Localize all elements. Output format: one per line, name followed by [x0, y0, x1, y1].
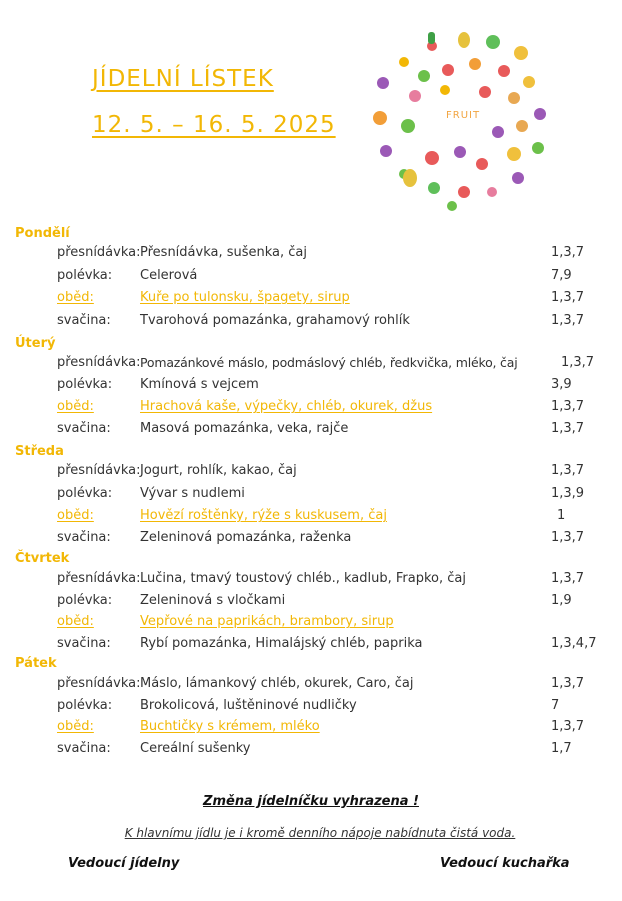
meal-row [0, 698, 622, 718]
meal-allergens: 1,3,7 [551, 463, 585, 478]
day-wednesday: Středa [15, 444, 64, 459]
meal-allergens: 1,3,4,7 [551, 636, 597, 651]
meal-label: přesnídávka: [57, 245, 141, 260]
meal-allergens: 1,3,7 [551, 245, 585, 260]
meal-allergens: 1,3,9 [551, 486, 585, 501]
meal-label: oběd: [57, 719, 94, 734]
meal-row [0, 313, 622, 333]
meal-dish: Brokolicová, luštěninové nudličky [140, 698, 357, 713]
meal-allergens: 1,3,7 [551, 421, 585, 436]
meal-dish: Tvarohová pomazánka, grahamový rohlík [140, 313, 410, 328]
meal-allergens: 1,3,7 [551, 399, 585, 414]
meal-label: polévka: [57, 486, 113, 501]
meal-dish: Pomazánkové máslo, podmáslový chléb, ředkvička, mléko, čaj [140, 355, 518, 370]
meal-label: přesnídávka: [57, 463, 141, 478]
meal-allergens: 1,7 [551, 741, 572, 756]
meal-dish: Vepřové na paprikách, brambory, sirup [140, 614, 394, 629]
meal-row [0, 268, 622, 288]
meal-label: svačina: [57, 636, 111, 651]
meal-allergens: 7 [551, 698, 560, 713]
meal-label: polévka: [57, 268, 113, 283]
meal-label: přesnídávka: [57, 571, 141, 586]
meal-allergens: 1,3,7 [551, 290, 585, 305]
meal-allergens: 1,3,7 [551, 571, 585, 586]
meal-dish: Máslo, lámankový chléb, okurek, Caro, čaj [140, 676, 414, 691]
fruit-illustration [368, 26, 558, 216]
signature-canteen-head: Vedoucí jídelny [68, 856, 180, 871]
menu-title: JÍDELNÍ LÍSTEK [92, 66, 274, 92]
meal-row [0, 377, 622, 397]
meal-row [0, 676, 622, 696]
meal-allergens: 1,3,7 [551, 530, 585, 545]
meal-dish: Kuře po tulonsku, špagety, sirup [140, 290, 350, 305]
meal-row [0, 741, 622, 761]
meal-row [0, 355, 622, 375]
meal-dish: Kmínová s vejcem [140, 377, 259, 392]
day-monday: Pondělí [15, 226, 70, 241]
meal-dish: Celerová [140, 268, 198, 283]
meal-row [0, 530, 622, 550]
meal-allergens: 1,9 [551, 593, 572, 608]
meal-row-lunch [0, 614, 622, 634]
meal-allergens: 1 [557, 508, 566, 523]
meal-label: oběd: [57, 508, 94, 523]
meal-dish: Masová pomazánka, veka, rajče [140, 421, 349, 436]
meal-allergens: 3,9 [551, 377, 572, 392]
meal-label: přesnídávka: [57, 355, 141, 370]
meal-row [0, 636, 622, 656]
meal-dish: Zeleninová s vločkami [140, 593, 286, 608]
meal-label: svačina: [57, 741, 111, 756]
day-thursday: Čtvrtek [15, 551, 70, 566]
meal-label: přesnídávka: [57, 676, 141, 691]
meal-dish: Rybí pomazánka, Himalájský chléb, paprika [140, 636, 423, 651]
meal-allergens: 7,9 [551, 268, 572, 283]
meal-row [0, 421, 622, 441]
water-note: K hlavnímu jídlu je i kromě denního nápoje nabídnuta čistá voda. [124, 826, 516, 840]
meal-row-lunch [0, 719, 622, 739]
menu-change-note: Změna jídelníčku vyhrazena ! [203, 794, 419, 809]
meal-dish: Vývar s nudlemi [140, 486, 245, 501]
meal-row-lunch [0, 290, 622, 310]
meal-dish: Jogurt, rohlík, kakao, čaj [140, 463, 297, 478]
meal-label: oběd: [57, 290, 94, 305]
meal-row [0, 245, 622, 265]
meal-dish: Hovězí roštěnky, rýže s kuskusem, čaj [140, 508, 387, 523]
meal-dish: Lučina, tmavý toustový chléb., kadlub, Frapko, čaj [140, 571, 466, 586]
meal-dish: Zeleninová pomazánka, raženka [140, 530, 352, 545]
meal-row [0, 571, 622, 591]
meal-dish: Buchtičky s krémem, mléko [140, 719, 320, 734]
meal-row [0, 486, 622, 506]
meal-row [0, 593, 622, 613]
meal-row-lunch [0, 508, 622, 528]
day-friday: Pátek [15, 656, 57, 671]
meal-label: svačina: [57, 421, 111, 436]
date-range: 12. 5. – 16. 5. 2025 [92, 112, 336, 138]
meal-allergens: 1,3,7 [561, 355, 595, 370]
meal-dish: Přesnídávka, sušenka, čaj [140, 245, 308, 260]
meal-label: polévka: [57, 698, 113, 713]
meal-allergens: 1,3,7 [551, 676, 585, 691]
meal-row-lunch [0, 399, 622, 419]
meal-allergens: 1,3,7 [551, 719, 585, 734]
meal-label: polévka: [57, 377, 113, 392]
signature-head-cook: Vedoucí kuchařka [440, 856, 570, 871]
meal-allergens: 1,3,7 [551, 313, 585, 328]
meal-label: svačina: [57, 530, 111, 545]
meal-label: oběd: [57, 614, 94, 629]
meal-dish: Hrachová kaše, výpečky, chléb, okurek, džus [140, 399, 433, 414]
fruit-label: FRUIT [446, 110, 481, 121]
meal-label: oběd: [57, 399, 94, 414]
meal-row [0, 463, 622, 483]
meal-dish: Cereální sušenky [140, 741, 251, 756]
day-tuesday: Úterý [15, 336, 56, 351]
meal-label: polévka: [57, 593, 113, 608]
meal-label: svačina: [57, 313, 111, 328]
